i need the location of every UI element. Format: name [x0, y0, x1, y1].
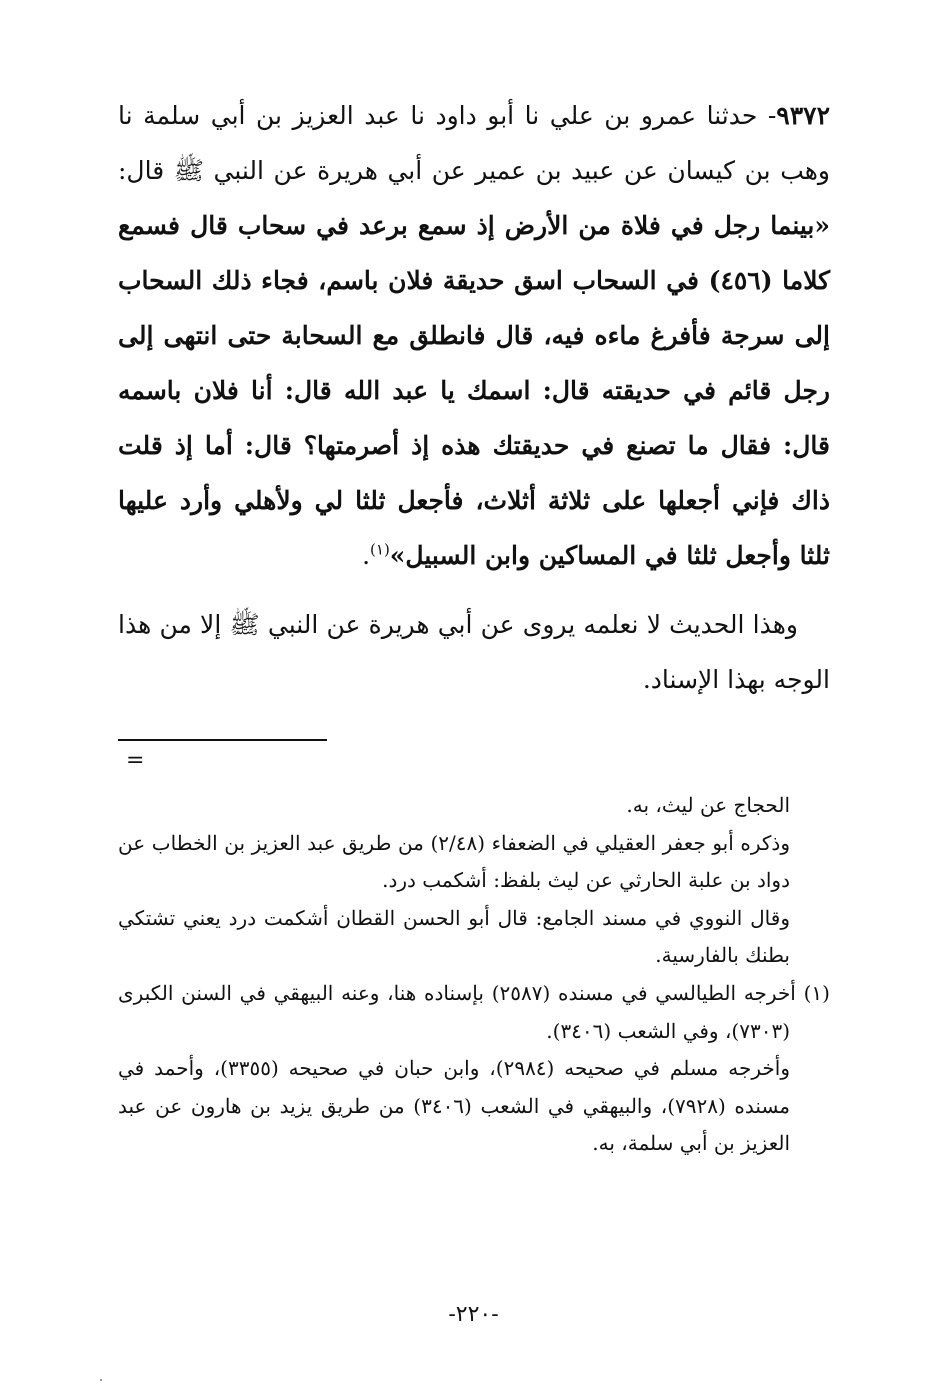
footnote-reference[interactable]: (١)	[370, 540, 390, 559]
footnotes-section	[118, 787, 830, 1163]
hadith-number: ٩٣٧٢	[776, 101, 830, 130]
scan-speck	[100, 1379, 102, 1381]
continuation-mark: =	[126, 748, 145, 773]
hadith-matn: «بينما رجل في فلاة من الأرض إذ سمع برعد في سحاب قال فسمع كلاما (٤٥٦) في السحاب اسق حديقة فلان باسم، فجاء ذلك السحاب إلى سرجة فأفرغ ماءه فيه، قال فانطلق مع السحابة حتى انتهى إلى رجل قائم في حديقته قال: اسمك يا عبد الله قال: أنا فلان باسمه قال: فقال ما تصنع في حديقتك هذه إذ أصرمتها؟ قال: أما إذ قلت ذاك فإني أجعلها على ثلاثة أثلاث، فأجعل ثلثا لي ولأهلي وأرد عليها ثلثا وأجعل ثلثا في المساكين وابن السبيل»	[118, 211, 831, 570]
hadith-end: .	[362, 541, 371, 570]
footnote-separator	[118, 739, 327, 741]
footnote-paragraph: وقال النووي في مسند الجامع: قال أبو الحسن القطان أشكمت درد يعني تشتكي بطنك بالفارسية.	[118, 905, 790, 968]
footnote-continued-line: الحجاج عن ليث، به.	[626, 793, 790, 817]
hadith-chain: - حدثنا عمرو بن علي نا أبو داود نا عبد العزيز بن أبي سلمة نا وهب بن كيسان عن عبيد بن عمير عن أبي هريرة عن النبي ﷺ	[118, 101, 830, 185]
page-number: -٢٢٠-	[448, 1302, 499, 1327]
main-text	[118, 88, 830, 707]
footnote-1-text: أخرجه الطيالسي في مسنده (٢٥٨٧) بإسناده هنا، وعنه البيهقي في السنن الكبرى (٧٣٠٣)، وفي الشعب (٣٤٠٦).	[118, 980, 796, 1043]
footnote-1	[118, 975, 830, 1050]
footnote-1-label: (١)	[795, 980, 830, 1005]
footnote-paragraph: وذكره أبو جعفر العقيلي في الضعفاء (٢/٤٨) من طريق عبد العزيز بن الخطاب عن دواد بن علبة الحارثي عن ليث بلفظ: أشكمب درد.	[118, 830, 790, 893]
footnote-1-continued: وأخرجه مسلم في صحيحه (٢٩٨٤)، وابن حبان في صحيحه (٣٣٥٥)، وأحمد في مسنده (٧٩٢٨)، والبيهقي في الشعب (٣٤٠٦) من طريق يزيد بن هارون عن عبد العزيز بن أبي سلمة، به.	[118, 1056, 791, 1156]
hadith-said: قال:	[118, 156, 174, 185]
commentary-paragraph: وهذا الحديث لا نعلمه يروى عن أبي هريرة عن النبي ﷺ إلا من هذا الوجه بهذا الإسناد.	[118, 610, 830, 694]
hadith-paragraph	[118, 88, 830, 583]
